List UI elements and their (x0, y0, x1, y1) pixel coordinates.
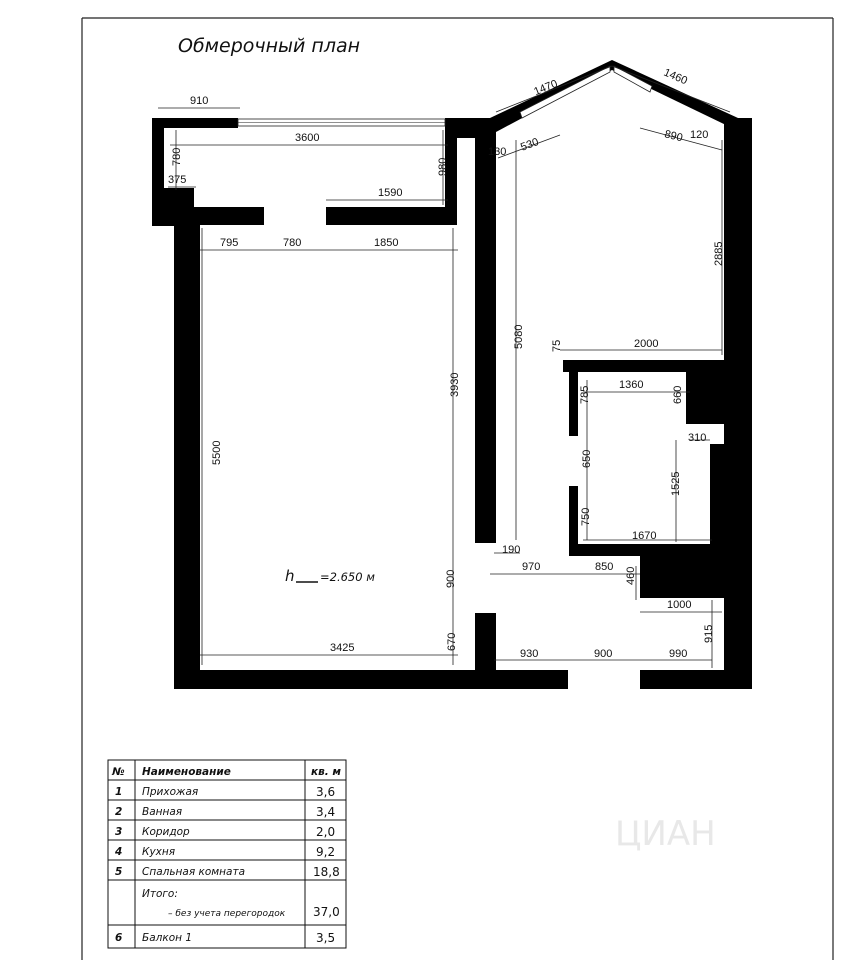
dim-5500: 5500 (211, 440, 223, 465)
dim-915: 915 (703, 624, 715, 643)
dim-3600: 3600 (295, 132, 320, 144)
dim-650: 650 (581, 449, 593, 468)
table-row-1-name: Прихожая (142, 786, 199, 798)
table-row-4-area: 9,2 (316, 845, 336, 859)
dim-750: 750 (580, 507, 592, 526)
dim-1590: 1590 (378, 187, 403, 199)
dim-900-horizontal: 900 (594, 648, 613, 660)
table-row-6-num: 6 (115, 932, 123, 944)
watermark-logo: ЦИАН (615, 814, 716, 854)
dim-1460: 1460 (661, 66, 690, 88)
dim-130: 130 (488, 146, 507, 158)
table-row-6-area: 3,5 (316, 931, 336, 945)
dim-970: 970 (522, 561, 541, 573)
dim-310: 310 (688, 432, 707, 444)
table-row-1-area: 3,6 (316, 785, 336, 799)
dim-660: 660 (672, 385, 684, 404)
dim-1000: 1000 (667, 599, 692, 611)
dim-75: 75 (551, 339, 563, 352)
dim-670: 670 (446, 632, 458, 651)
dim-850: 850 (595, 561, 614, 573)
table-header-area: кв. м (311, 766, 341, 778)
ceiling-height (285, 567, 375, 585)
table-row-1-num: 1 (115, 786, 123, 798)
table-row-2-area: 3,4 (316, 805, 336, 819)
dim-795: 795 (220, 237, 239, 249)
dim-5080: 5080 (513, 324, 525, 349)
table-row-3-name: Коридор (142, 826, 190, 838)
dim-890: 890 (663, 128, 684, 145)
dim-2885: 2885 (713, 241, 725, 266)
table-row-4-num: 4 (115, 846, 123, 858)
dim-1470: 1470 (532, 77, 560, 99)
table-header-num: № (112, 766, 125, 778)
dim-785: 785 (579, 385, 591, 404)
table-row-5-area: 18,8 (313, 865, 340, 879)
table-total-name: Итого: (142, 888, 178, 900)
dim-3425: 3425 (330, 642, 355, 654)
dim-980: 980 (437, 157, 449, 176)
dim-990: 990 (669, 648, 688, 660)
table-header-name: Наименование (142, 766, 231, 778)
dim-375: 375 (168, 174, 187, 186)
dim-1850: 1850 (374, 237, 399, 249)
table-row-5-name: Спальная комната (142, 866, 246, 878)
dim-930: 930 (520, 648, 539, 660)
dim-1360: 1360 (619, 379, 644, 391)
dim-1525: 1525 (670, 471, 682, 496)
height-value: =2.650 м (320, 570, 375, 584)
dim-120: 120 (690, 129, 709, 141)
dim-3930: 3930 (449, 372, 461, 397)
dim-910: 910 (190, 95, 209, 107)
table-total-area: 37,0 (313, 905, 340, 919)
dim-190: 190 (502, 544, 521, 556)
table-row-3-num: 3 (115, 826, 123, 838)
height-symbol: h (285, 567, 295, 585)
table-row-5-num: 5 (115, 866, 123, 878)
dim-460: 460 (625, 566, 637, 585)
plan-title: Обмерочный план (178, 35, 361, 57)
table-row-2-name: Ванная (142, 806, 183, 818)
table-row-2-num: 2 (115, 806, 123, 818)
dim-780: 780 (283, 237, 302, 249)
table-total-note: – без учета перегородок (168, 909, 286, 919)
dim-900-vertical: 900 (445, 569, 457, 588)
room-table (108, 760, 346, 948)
dim-780-left: 780 (171, 147, 183, 166)
table-row-4-name: Кухня (142, 846, 176, 858)
table-row-6-name: Балкон 1 (142, 932, 192, 944)
dim-530: 530 (519, 136, 541, 154)
dim-1670: 1670 (632, 530, 657, 542)
table-row-3-area: 2,0 (316, 825, 336, 839)
dim-2000: 2000 (634, 338, 659, 350)
